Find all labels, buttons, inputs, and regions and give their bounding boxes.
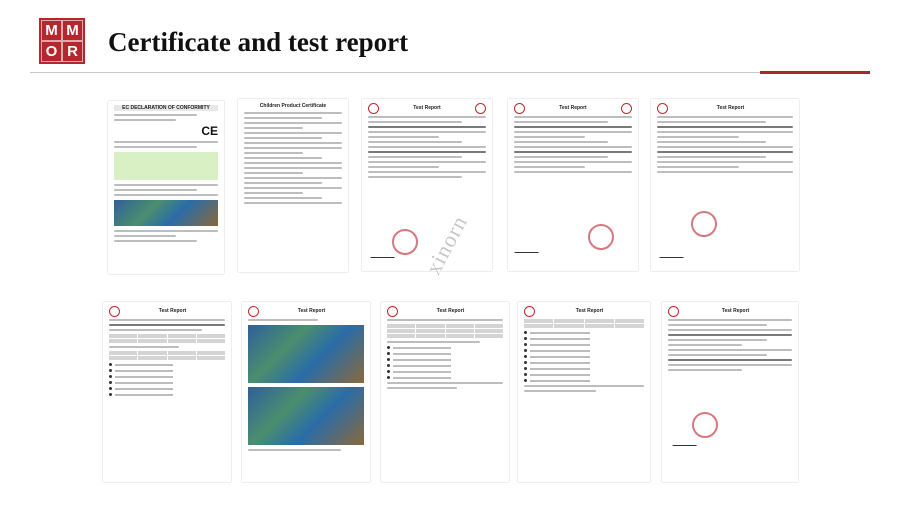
product-photo [248,387,364,445]
document-title: Test Report [297,308,326,314]
test-report-document [508,99,638,271]
test-report-document [362,99,492,271]
watermark-text: xinorn [420,210,473,279]
test-report-document [662,302,798,482]
brand-logo [39,18,85,64]
document-title: Test Report [158,308,187,314]
header-accent-rule [760,71,870,74]
header-divider [30,72,868,73]
ce-mark: CE [201,124,218,138]
logo-letter: O [41,41,62,62]
document-title: Test Report [436,308,465,314]
logo-letter: R [62,41,83,62]
document-title: EC DECLARATION OF CONFORMITY [114,105,218,111]
logo-letter: M [41,20,62,41]
document-title: Test Report [721,308,750,314]
children-product-certificate [238,99,348,272]
document-title: Children Product Certificate [259,103,327,109]
ec-declaration-document [108,101,224,274]
document-title: Test Report [575,308,604,314]
highlighted-section [114,152,218,180]
test-report-document [651,99,799,271]
test-report-document [103,302,231,482]
product-photo [248,325,364,383]
document-title: Test Report [413,105,441,111]
document-title: Test Report [716,105,745,111]
logo-letter: M [62,20,83,41]
page-title: Certificate and test report [108,27,409,57]
test-report-document [242,302,370,482]
test-report-document [518,302,650,482]
product-photo [114,200,218,226]
document-title: Test Report [559,105,587,111]
test-report-document [381,302,509,482]
